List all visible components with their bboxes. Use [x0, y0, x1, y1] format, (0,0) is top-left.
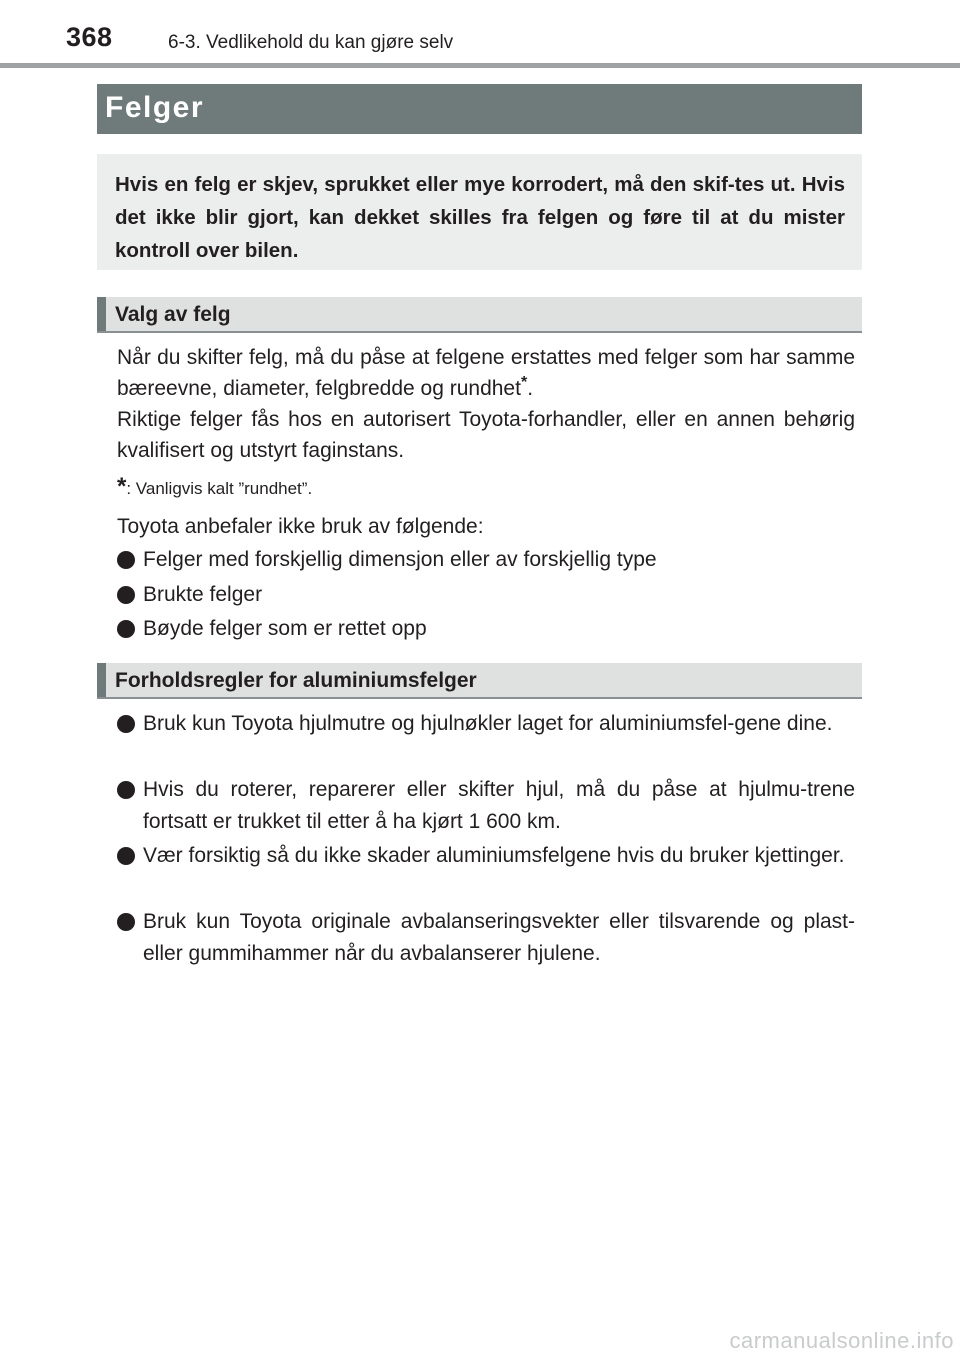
bullet-icon — [117, 847, 135, 865]
asterisk-mark: * — [520, 374, 528, 391]
bullet-icon — [117, 715, 135, 733]
page-title: Felger — [105, 91, 205, 124]
list-item-text: Vær forsiktig så du ikke skader aluminiumsfelgene hvis du bruker kjettinger. — [143, 844, 845, 867]
list-item-text: Brukte felger — [143, 583, 263, 606]
bullet-icon — [117, 551, 135, 569]
section-heading-label: Valg av felg — [115, 303, 231, 326]
list-item-text: Hvis du roterer, reparerer eller skifter hjul, må du påse at hjulmu-trene fortsatt er trukket til etter å ha kjørt 1 600 km. — [143, 778, 855, 833]
list-item-text: Bøyde felger som er rettet opp — [143, 617, 427, 640]
paragraph-intro: Toyota anbefaler ikke bruk av følgende: — [117, 515, 484, 538]
section-heading-aluminiumsfelger — [97, 663, 862, 699]
list-item-text: Bruk kun Toyota originale avbalanseringsvekter eller tilsvarende og plast- eller gummihammer når du avbalanserer hjulene. — [143, 910, 855, 965]
watermark: carmanualsonline.info — [729, 1328, 954, 1353]
footnote-text: : Vanligvis kalt ”rundhet”. — [126, 479, 313, 498]
list-item — [117, 774, 855, 838]
page-header — [0, 0, 960, 70]
list-item — [117, 840, 855, 872]
footnote-asterisk: * — [117, 473, 127, 500]
title-bar — [97, 84, 862, 134]
list-item — [117, 906, 855, 970]
page-number: 368 — [66, 22, 113, 52]
list-item — [117, 579, 855, 611]
list-item — [117, 708, 855, 740]
section-heading-label: Forholdsregler for aluminiumsfelger — [115, 669, 477, 692]
bullet-icon — [117, 913, 135, 931]
bullet-icon — [117, 586, 135, 604]
header-divider — [0, 63, 960, 68]
section-heading-valg-av-felg — [97, 297, 862, 333]
bullet-icon — [117, 781, 135, 799]
warning-box — [97, 154, 862, 270]
list-item-text: Felger med forskjellig dimensjon eller av forskjellig type — [143, 548, 657, 571]
section-reference: 6-3. Vedlikehold du kan gjøre selv — [168, 32, 454, 53]
bullet-icon — [117, 620, 135, 638]
list-item — [117, 544, 855, 576]
list-item — [117, 613, 855, 645]
paragraph-dealer: Riktige felger fås hos en autorisert Toyota-forhandler, eller en annen behørig kvalifisert og utstyrt faginstans. — [117, 408, 855, 462]
paragraph-end: . — [527, 377, 534, 400]
paragraph-felg-selection — [117, 342, 855, 404]
list-item-text: Bruk kun Toyota hjulmutre og hjulnøkler laget for aluminiumsfel-gene dine. — [143, 712, 833, 735]
warning-text: Hvis en felg er skjev, sprukket eller mye korrodert, må den skif-tes ut. Hvis det ikke blir gjort, kan dekket skilles fra felgen og føre til at du mister kontroll over bilen. — [115, 173, 845, 262]
footnote — [117, 473, 855, 503]
paragraph-text: Når du skifter felg, må du påse at felgene erstattes med felger som har samme bæreevne, diameter, felgbredde og rundhet — [117, 346, 855, 400]
